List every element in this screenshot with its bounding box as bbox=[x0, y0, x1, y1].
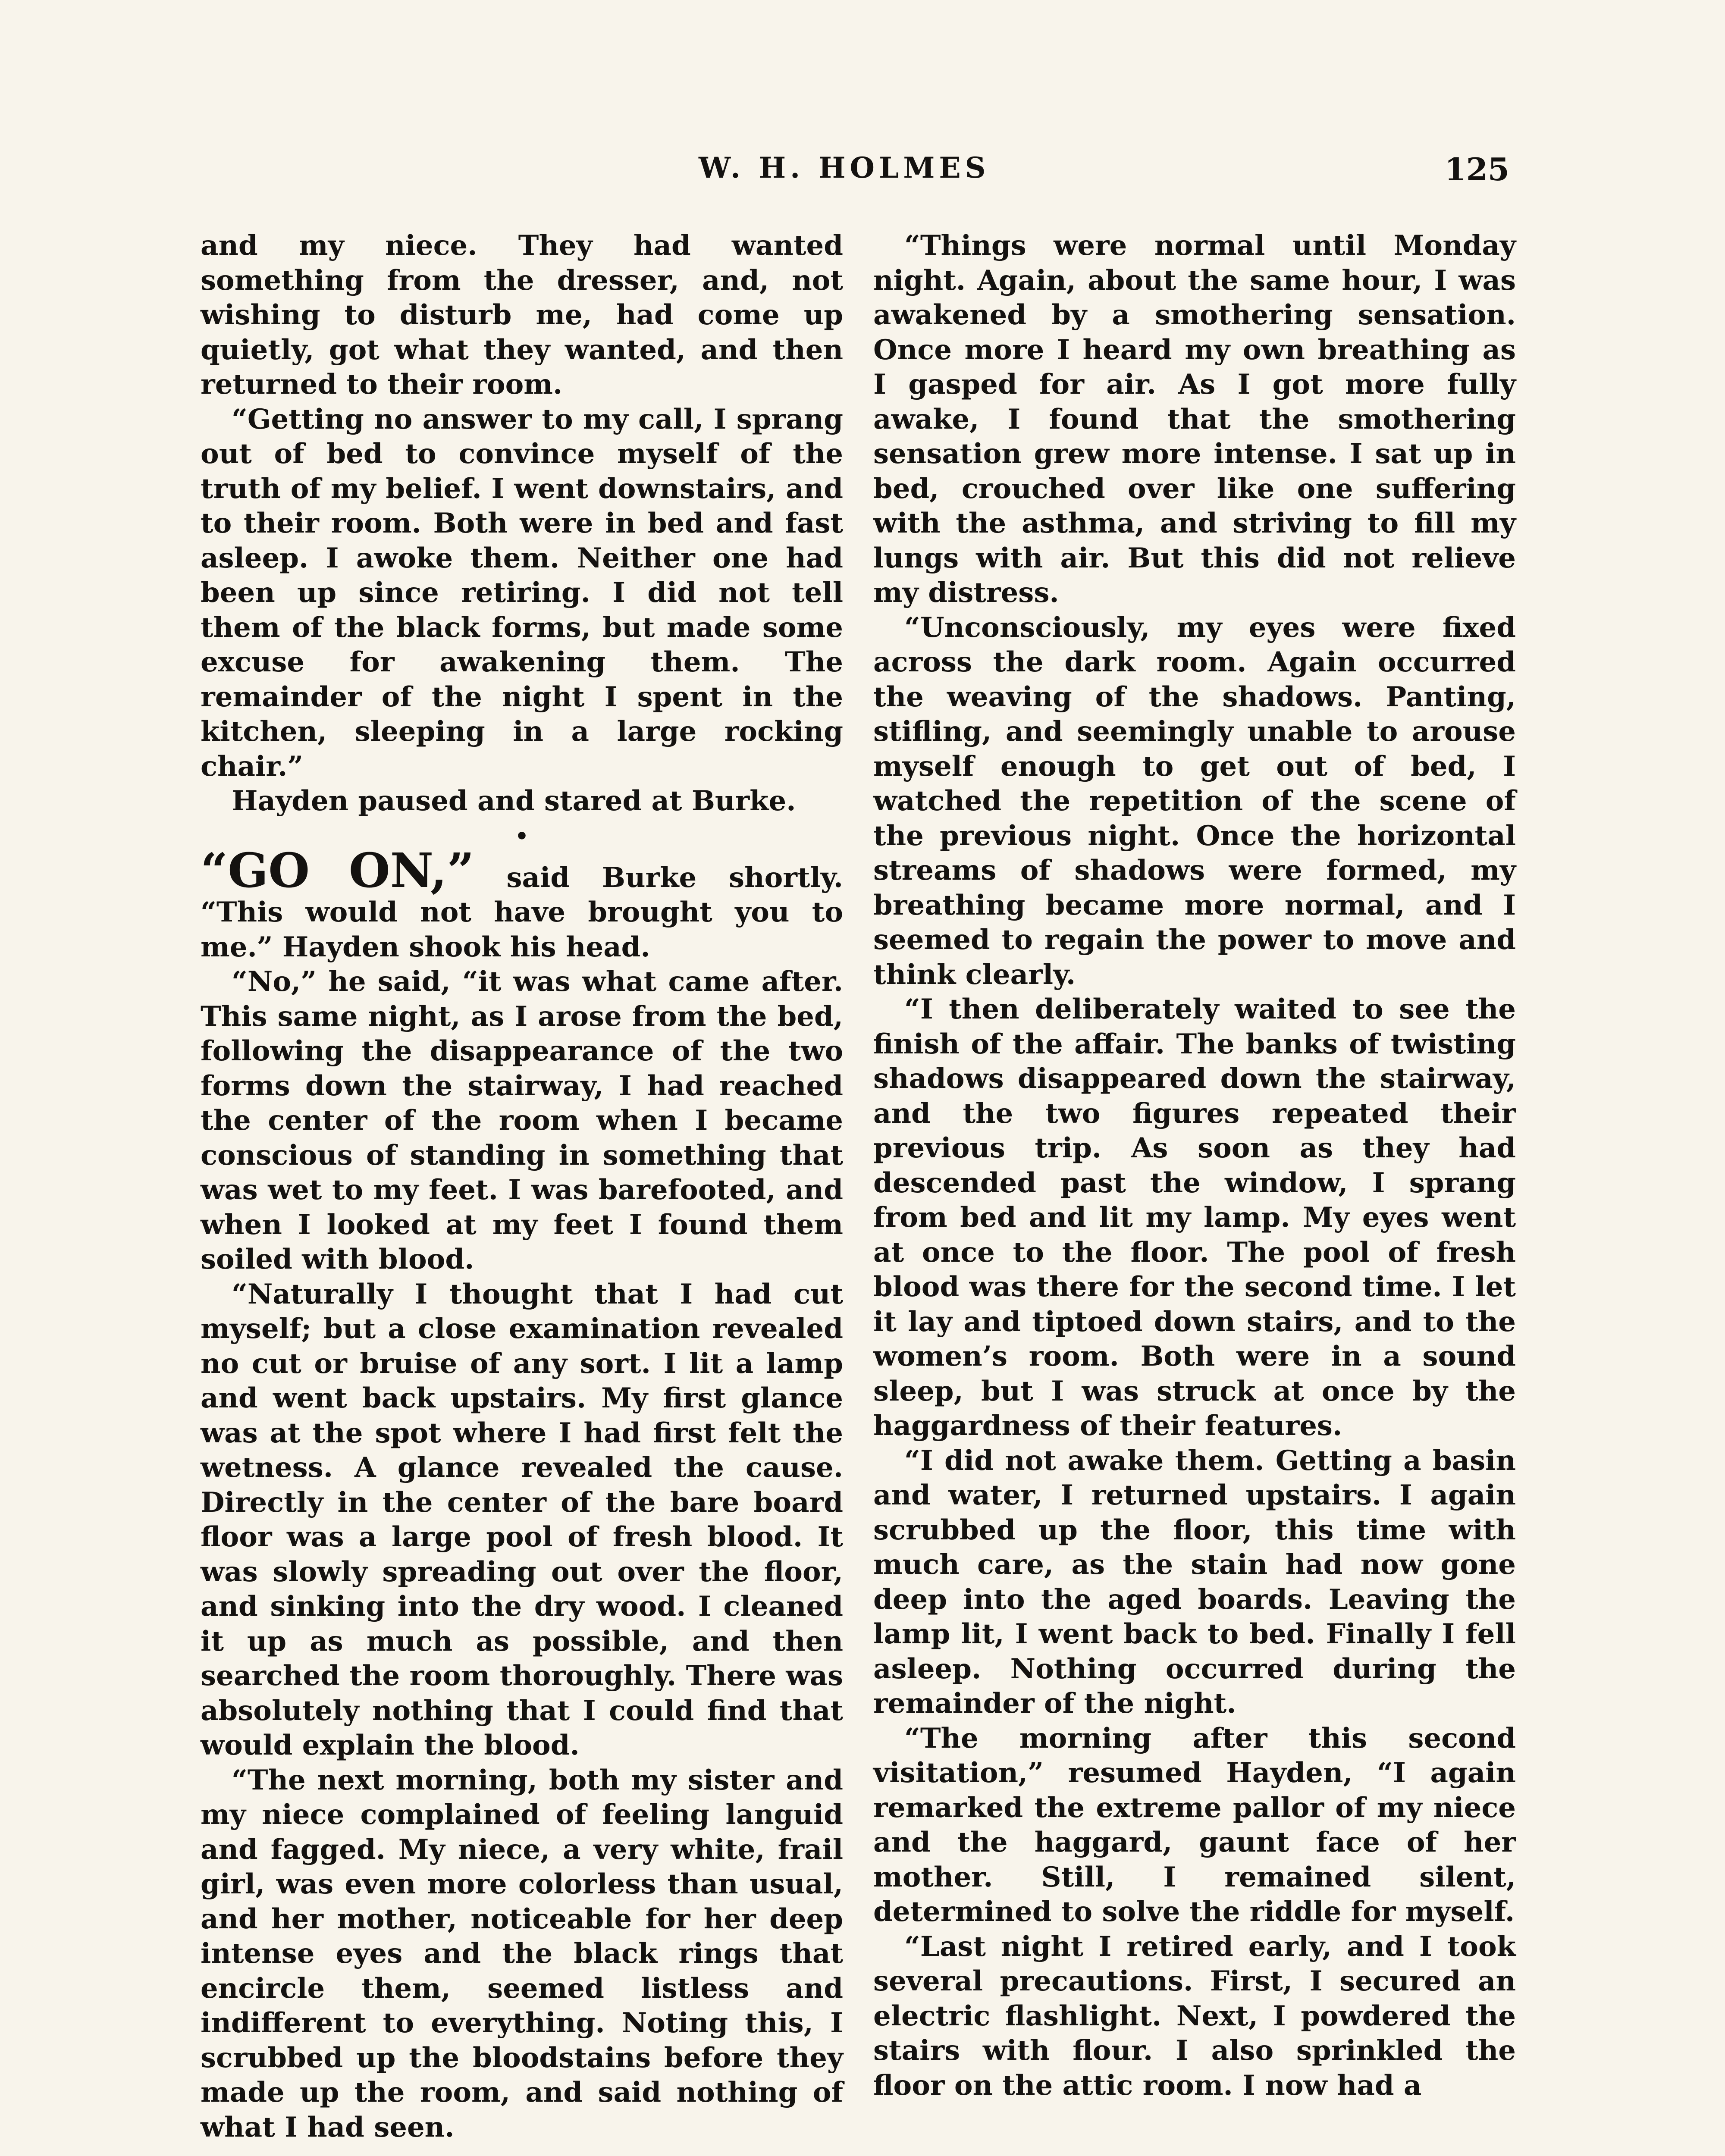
paragraph: “The morning after this second visitation,” resumed Hayden, “I again remarked the extreme pallor of my niece and the haggard, gaunt face of her mother. Still, I remained silent, determined to solve the riddle for myself. bbox=[873, 1722, 1516, 1928]
paragraph: “I did not awake them. Getting a basin and water, I returned upstairs. I again scrubbed up the floor, this time with much care, as the stain had now gone deep into the aged boards. Leaving the lamp lit, I went back to bed. Finally I fell asleep. Nothing occurred during the remainder of the night. bbox=[873, 1444, 1516, 1720]
paragraph: “Unconsciously, my eyes were fixed across the dark room. Again occurred the weaving of the shadows. Panting, stifling, and seemingly unable to arouse myself enough to get out of bed, I watched the repetition of the scene of the previous night. Once the horizontal streams of shadows were formed, my breathing became more normal, and I seemed to regain the power to move and think clearly. bbox=[873, 611, 1516, 991]
paragraph-drop-cap bbox=[201, 842, 844, 965]
paragraph: “No,” he said, “it was what came after. This same night, as I arose from the bed, following the disappearance of the two forms down the stairway, I had reached the center of the room when I became conscious of standing in something that was wet to my feet. I was barefooted, and when I looked at my feet I found them soiled with blood. bbox=[201, 965, 843, 1275]
paragraph: “The next morning, both my sister and my niece complained of feeling languid and fagged. My niece, a very white, frail girl, was even more colorless than usual, and her mother, noticeable for her deep intense eyes and the black rings that encircle them, seemed listless and indifferent to everything. Noting this, I scrubbed up the bloodstains before they made up the room, and said nothing of what I had seen. bbox=[201, 1764, 843, 2143]
running-header-author: W. H. HOLMES bbox=[699, 151, 990, 185]
right-column bbox=[873, 229, 1516, 2103]
left-column bbox=[201, 229, 843, 2145]
section-separator: • bbox=[515, 823, 529, 849]
paragraph: “Things were normal until Monday night. Again, about the same hour, I was awakened by a smothering sensation. Once more I heard my own breathing as I gasped for air. As I got more fully awake, I found that the smothering sensation grew more intense. I sat up in bed, crouched over like one suffering with the asthma, and striving to fill my lungs with air. But this did not relieve my distress. bbox=[873, 229, 1516, 609]
paragraph: and my niece. They had wanted something from the dresser, and, not wishing to disturb me, had come up quietly, got what they wanted, and then returned to their room. bbox=[201, 229, 843, 401]
drop-cap-lead: “GO ON,” bbox=[201, 842, 474, 898]
paragraph: “Naturally I thought that I had cut myself; but a close examination revealed no cut or bruise of any sort. I lit a lamp and went back upstairs. My first glance was at the spot where I had first felt the wetness. A glance revealed the cause. Directly in the center of the bare board floor was a large pool of fresh blood. It was slowly spreading out over the floor, and sinking into the dry wood. I cleaned it up as much as possible, and then searched the room thoroughly. There was absolutely nothing that I could find that would explain the blood. bbox=[201, 1278, 843, 1761]
paragraph-text: said Burke shortly. “This would not have brought you to me.” Hayden shook his head. bbox=[201, 861, 844, 963]
page-number: 125 bbox=[1444, 151, 1509, 188]
paragraph: “I then deliberately waited to see the finish of the affair. The banks of twisting shadows disappeared down the stairway, and the two figures repeated their previous trip. As soon as they had descended past the window, I sprang from bed and lit my lamp. My eyes went at once to the floor. The pool of fresh blood was there for the second time. I let it lay and tiptoed down stairs, and to the women’s room. Both were in a sound sleep, but I was struck at once by the haggardness of their features. bbox=[873, 993, 1516, 1442]
paragraph: Hayden paused and stared at Burke. bbox=[232, 785, 796, 817]
paragraph: “Last night I retired early, and I took several precautions. First, I secured an electric flashlight. Next, I powdered the stairs with flour. I also sprinkled the floor on the attic room. I now had a bbox=[873, 1930, 1516, 2102]
paragraph: “Getting no answer to my call, I sprang out of bed to convince myself of the truth of my belief. I went downstairs, and to their room. Both were in bed and fast asleep. I awoke them. Neither one had been up since retiring. I did not tell them of the black forms, but made some excuse for awakening them. The remainder of the night I spent in the kitchen, sleeping in a large rocking chair.” bbox=[201, 403, 843, 783]
